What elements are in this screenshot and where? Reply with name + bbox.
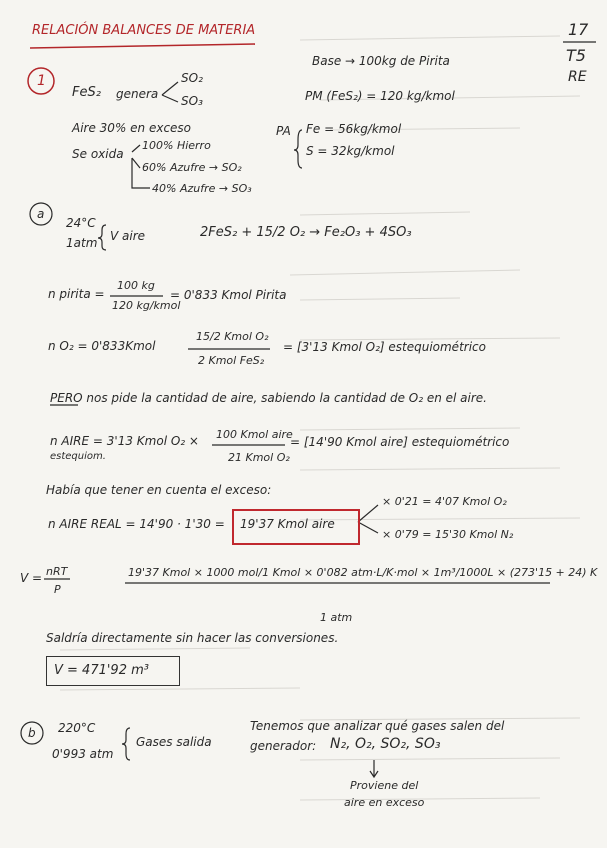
volume-frac-num: nRT — [46, 565, 68, 578]
n-pirita-den: 120 kg/kmol — [112, 299, 181, 312]
sulfur-60: 60% Azufre → SO₂ — [142, 161, 242, 174]
n-pirita-lhs: n pirita = — [48, 287, 105, 301]
n-pirita-num: 100 kg — [117, 279, 155, 292]
product-so3: SO₃ — [181, 94, 203, 108]
pa-label: PA — [276, 124, 291, 138]
exceso-note: Había que tener en cuenta el exceso: — [46, 483, 272, 497]
part-b-gases: Gases salida — [136, 735, 212, 749]
sulfur-40: 40% Azufre → SO₃ — [152, 182, 252, 195]
part-b-temp: 220°C — [58, 721, 96, 735]
page-code: T5 — [566, 46, 586, 65]
part-b-text2: generador: — [250, 739, 317, 753]
reactant: FeS₂ — [72, 85, 101, 100]
oxidized: Se oxida — [72, 147, 124, 161]
volume-expression: 19'37 Kmol × 1000 mol/1 Kmol × 0'082 atm·L/K·mol × 1m³/1000L × (273'15 + 24) K — [128, 566, 598, 579]
volume-lhs: V = — [20, 571, 43, 585]
verb-genera: genera — [116, 87, 159, 101]
pa-s: S = 32kg/kmol — [306, 144, 395, 158]
problem-number: 1 — [37, 73, 46, 89]
part-a-label: a — [37, 207, 45, 221]
volume-den: 1 atm — [320, 611, 353, 624]
n-pirita-result: = 0'833 Kmol Pirita — [170, 288, 287, 302]
part-b-gases-list: N₂, O₂, SO₂, SO₃ — [330, 736, 441, 752]
n-aire-lhs: n AIRE = 3'13 Kmol O₂ × — [50, 434, 199, 448]
n-o2-den: 2 Kmol FeS₂ — [198, 354, 265, 367]
conversion-note: Saldría directamente sin hacer las conversiones. — [46, 631, 339, 645]
product-so2: SO₂ — [181, 71, 203, 85]
basis: Base → 100kg de Pirita — [312, 54, 450, 68]
molar-mass: PM (FeS₂) = 120 kg/kmol — [305, 89, 455, 103]
n-o2-result: = [3'13 Kmol O₂] estequiométrico — [283, 340, 486, 354]
volume-frac-den: P — [54, 583, 61, 596]
n-aire-result: = [14'90 Kmol aire] estequiométrico — [290, 435, 510, 449]
n-aire-den: 21 Kmol O₂ — [228, 451, 290, 464]
part-a-vaire: V aire — [110, 229, 146, 243]
n-aire-sub: estequiom. — [50, 451, 106, 462]
iron-pct: 100% Hierro — [142, 139, 211, 152]
air-excess: Aire 30% en exceso — [72, 121, 192, 135]
n-o2-num: 15/2 Kmol O₂ — [196, 330, 269, 343]
part-a-press: 1atm — [66, 236, 98, 250]
n2-fraction: × 0'79 = 15'30 Kmol N₂ — [382, 528, 514, 541]
o2-fraction: × 0'21 = 4'07 Kmol O₂ — [382, 495, 507, 508]
n-aire-real-value: 19'37 Kmol aire — [240, 517, 335, 531]
pa-fe: Fe = 56kg/kmol — [306, 122, 402, 136]
pero-note: PERO nos pide la cantidad de aire, sabiendo la cantidad de O₂ en el aire. — [50, 391, 487, 405]
page-title: RELACIÓN BALANCES DE MATERIA — [32, 23, 256, 38]
page-number: 17 — [568, 20, 589, 39]
part-b-text1: Tenemos que analizar qué gases salen del — [250, 719, 505, 733]
n-aire-num: 100 Kmol aire — [216, 428, 293, 441]
reaction-equation: 2FeS₂ + 15/2 O₂ → Fe₂O₃ + 4SO₃ — [200, 225, 412, 240]
part-b-label: b — [28, 726, 36, 740]
part-b-press: 0'993 atm — [52, 747, 114, 761]
volume-result: V = 471'92 m³ — [54, 663, 149, 678]
n-aire-real: n AIRE REAL = 14'90 · 1'30 = — [48, 517, 225, 531]
n-o2-lhs: n O₂ = 0'833Kmol — [48, 339, 156, 353]
page-sub: RE — [568, 69, 587, 85]
part-a-temp: 24°C — [66, 216, 96, 230]
proviene-line1: Proviene del — [350, 779, 419, 792]
proviene-line2: aire en exceso — [344, 796, 425, 809]
